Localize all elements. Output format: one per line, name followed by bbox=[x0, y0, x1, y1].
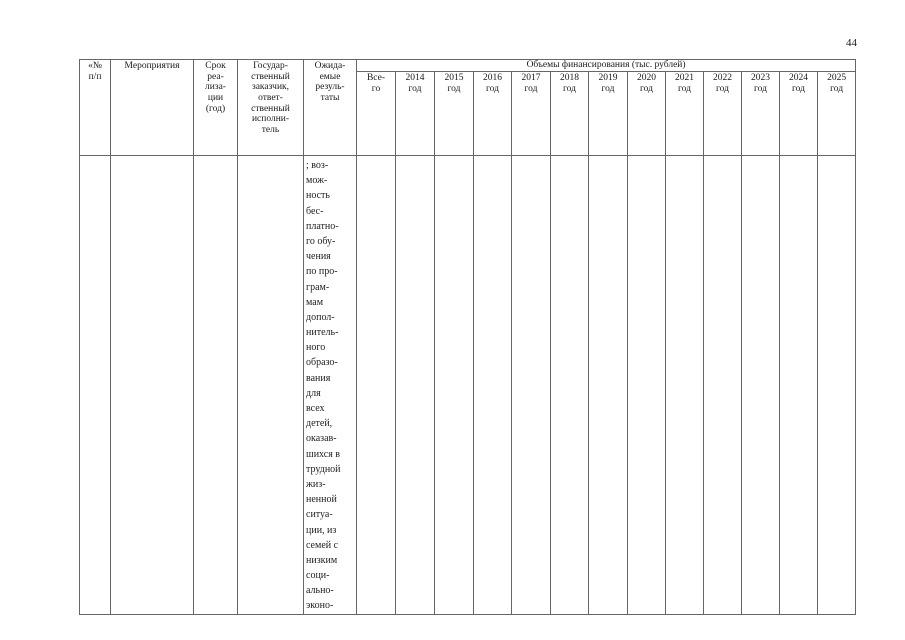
cell-2022 bbox=[704, 156, 742, 615]
cell-2023 bbox=[742, 156, 780, 615]
table-row bbox=[80, 156, 856, 615]
header-number: «№ п/п bbox=[80, 60, 111, 156]
header-year-2016: 2016 год bbox=[474, 72, 512, 156]
header-term: Срок реа- лиза- ции (год) bbox=[194, 60, 238, 156]
cell-2018 bbox=[551, 156, 589, 615]
header-year-2023: 2023 год bbox=[742, 72, 780, 156]
page-number: 44 bbox=[846, 37, 857, 49]
cell-2014 bbox=[396, 156, 435, 615]
cell-results: ; воз- мож- ность бес- платно- го обу- чения по про- грам- мам допол- нитель- ного образо- вания для всех детей, оказав- шихся в трудной жиз- ненной ситуа- ции, из семей с низким соци- ально- эконо- bbox=[304, 156, 357, 615]
cell-2024 bbox=[780, 156, 818, 615]
cell-2020 bbox=[628, 156, 666, 615]
cell-2016 bbox=[474, 156, 512, 615]
header-year-2024: 2024 год bbox=[780, 72, 818, 156]
header-events: Мероприятия bbox=[111, 60, 194, 156]
cell-events bbox=[111, 156, 194, 615]
cell-term bbox=[194, 156, 238, 615]
cell-2025 bbox=[818, 156, 856, 615]
header-year-2015: 2015 год bbox=[435, 72, 474, 156]
header-year-2025: 2025 год bbox=[818, 72, 856, 156]
cell-2019 bbox=[589, 156, 628, 615]
header-financing-title: Объемы финансирования (тыс. рублей) bbox=[357, 60, 856, 72]
header-year-2017: 2017 год bbox=[512, 72, 551, 156]
header-year-2014: 2014 год bbox=[396, 72, 435, 156]
header-year-2018: 2018 год bbox=[551, 72, 589, 156]
header-results: Ожида- емые резуль- таты bbox=[304, 60, 357, 156]
financing-table bbox=[79, 59, 856, 615]
header-year-2019: 2019 год bbox=[589, 72, 628, 156]
header-year-2020: 2020 год bbox=[628, 72, 666, 156]
cell-number bbox=[80, 156, 111, 615]
cell-2015 bbox=[435, 156, 474, 615]
header-year-2022: 2022 год bbox=[704, 72, 742, 156]
header-year-2021: 2021 год bbox=[666, 72, 704, 156]
cell-customer bbox=[238, 156, 304, 615]
header-year-total: Все- го bbox=[357, 72, 396, 156]
cell-total bbox=[357, 156, 396, 615]
header-customer: Государ- ственный заказчик, ответ- ственный исполни- тель bbox=[238, 60, 304, 156]
cell-2017 bbox=[512, 156, 551, 615]
cell-2021 bbox=[666, 156, 704, 615]
